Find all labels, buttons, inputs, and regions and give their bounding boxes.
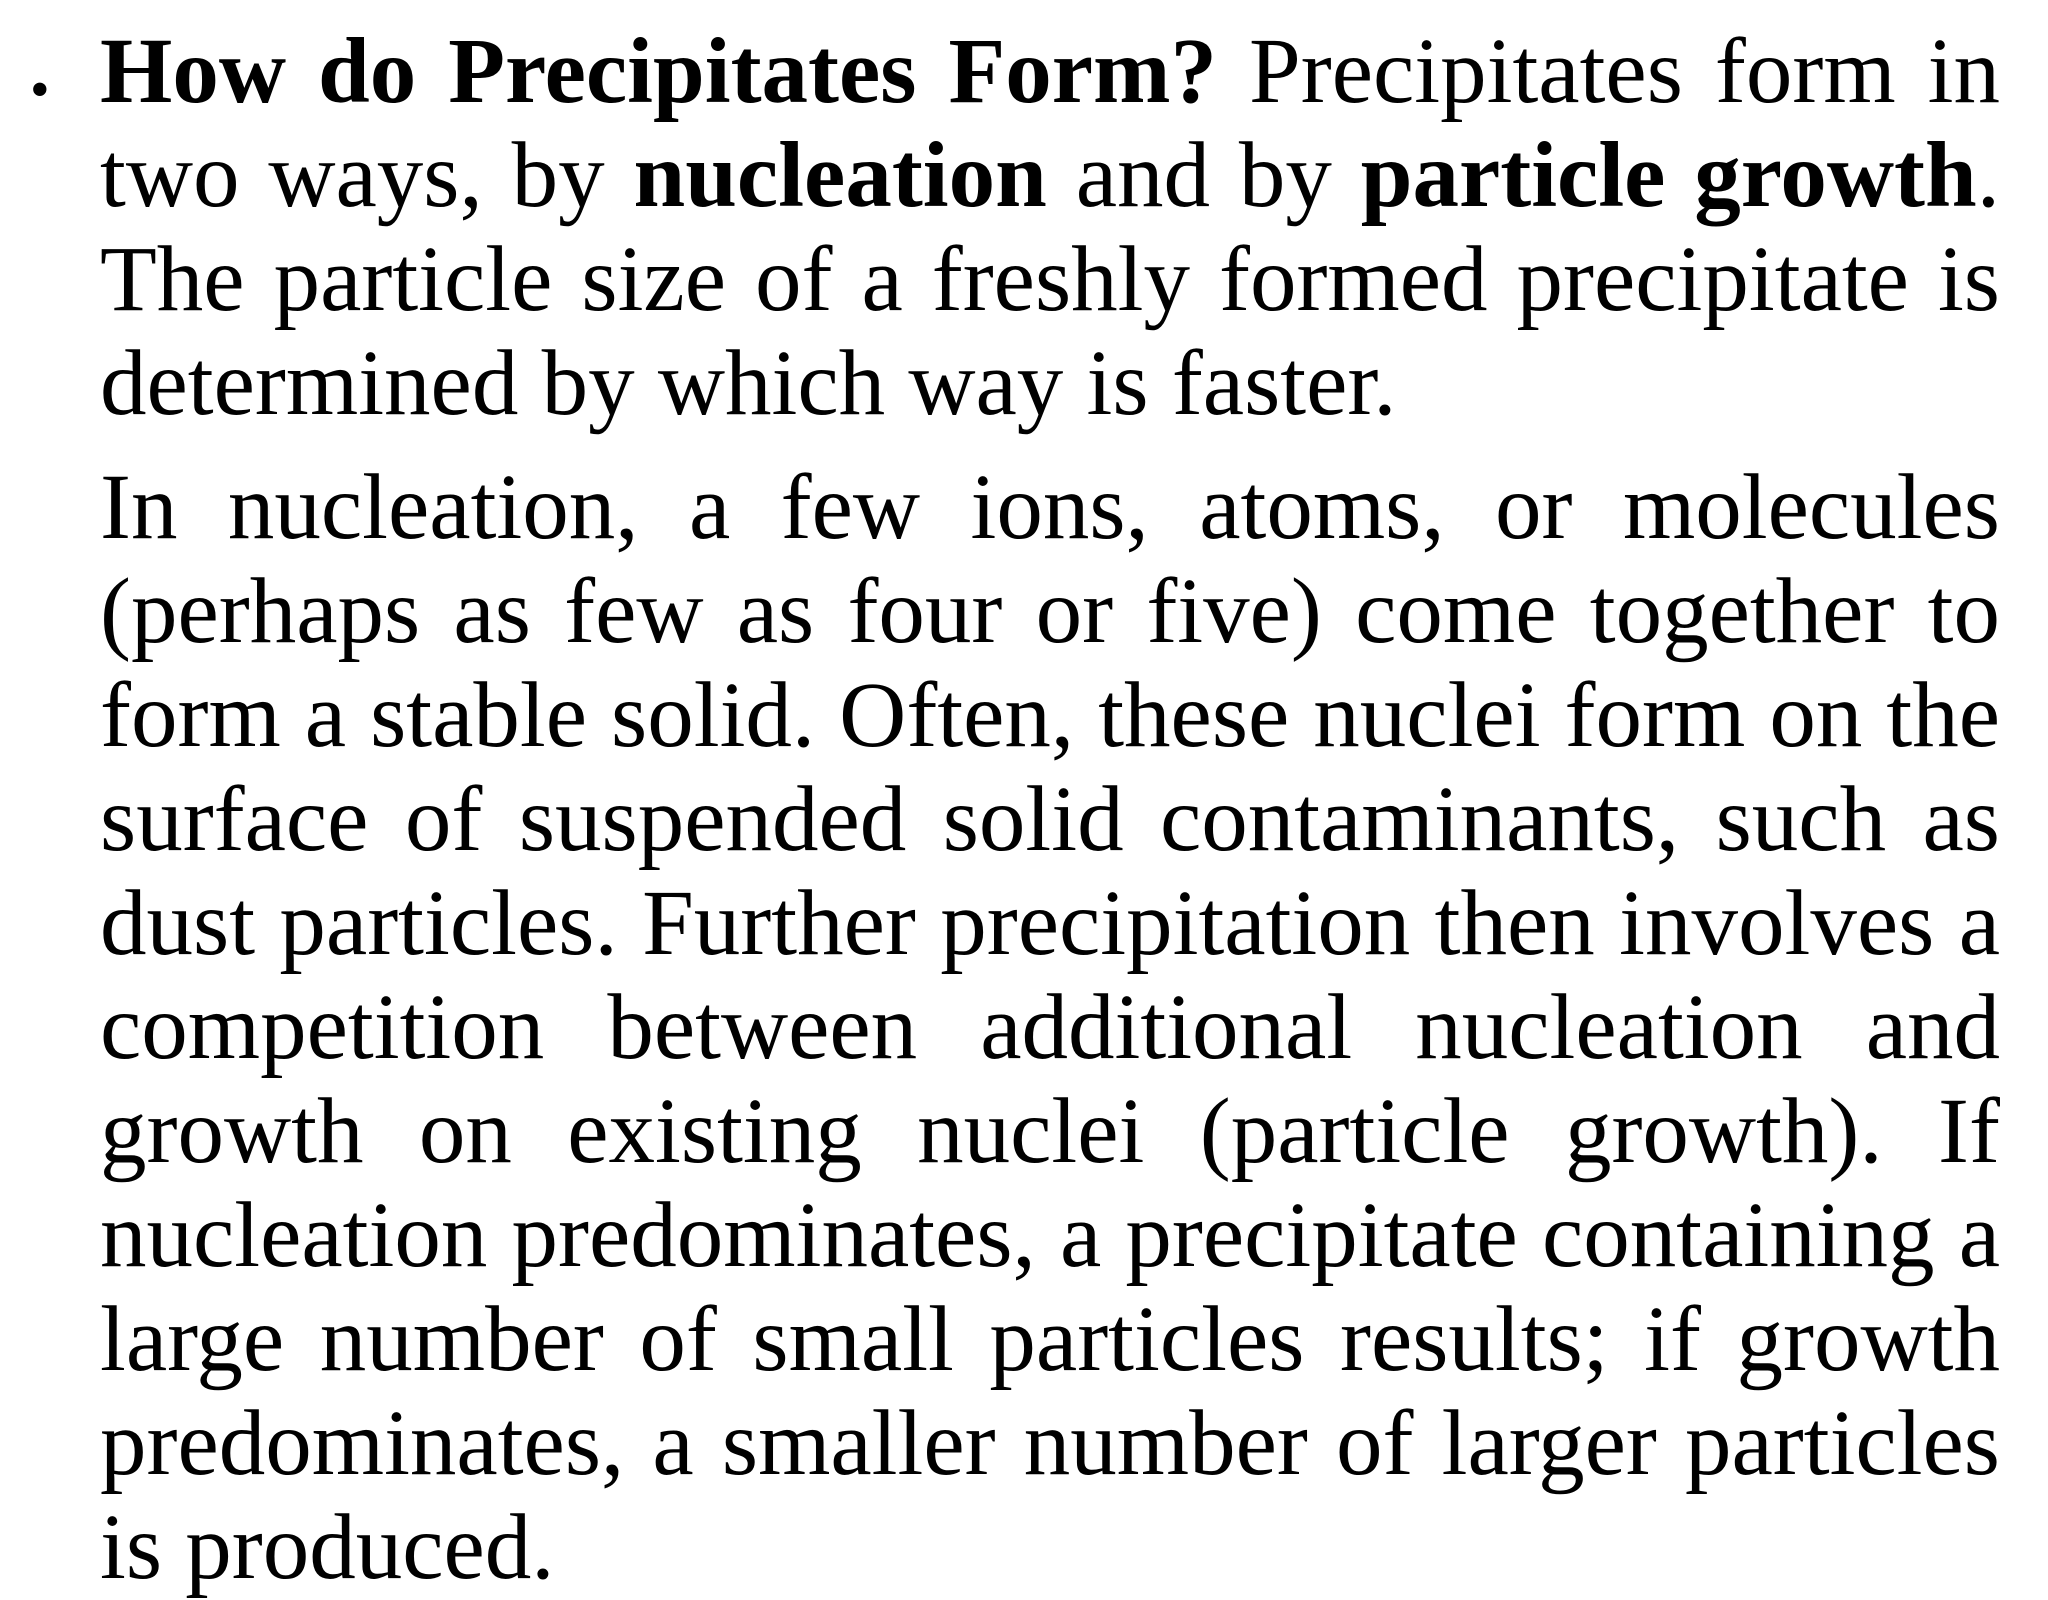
intro-text-3: . The particle size of a freshly formed precipitate is determined by which way is faster.	[100, 124, 2001, 435]
term-particle-growth: particle growth	[1360, 124, 1977, 227]
bullet-block	[30, 20, 2000, 1600]
intro-text-2: and by	[1046, 124, 1361, 227]
heading-how-precipitates-form: How do Precipitates Form?	[100, 20, 1218, 123]
term-nucleation: nucleation	[633, 124, 1047, 227]
paragraph-nucleation: In nucleation, a few ions, atoms, or molecules (perhaps as few as four or five) come together to form a stable solid. Often, these nuclei form on the surface of suspended solid contaminants, such as dust particles. Further precipitation then involves a competition between additional nucleation and growth on existing nuclei (particle growth). If nucleation predominates, a precipitate containing a large number of small particles results; if growth predominates, a smaller number of larger particles is produced.	[100, 456, 2000, 1599]
bullet-marker: •	[30, 59, 50, 121]
intro-text-1: Precipitates form in two ways, by	[100, 20, 2000, 227]
paragraph-intro	[100, 20, 2000, 436]
